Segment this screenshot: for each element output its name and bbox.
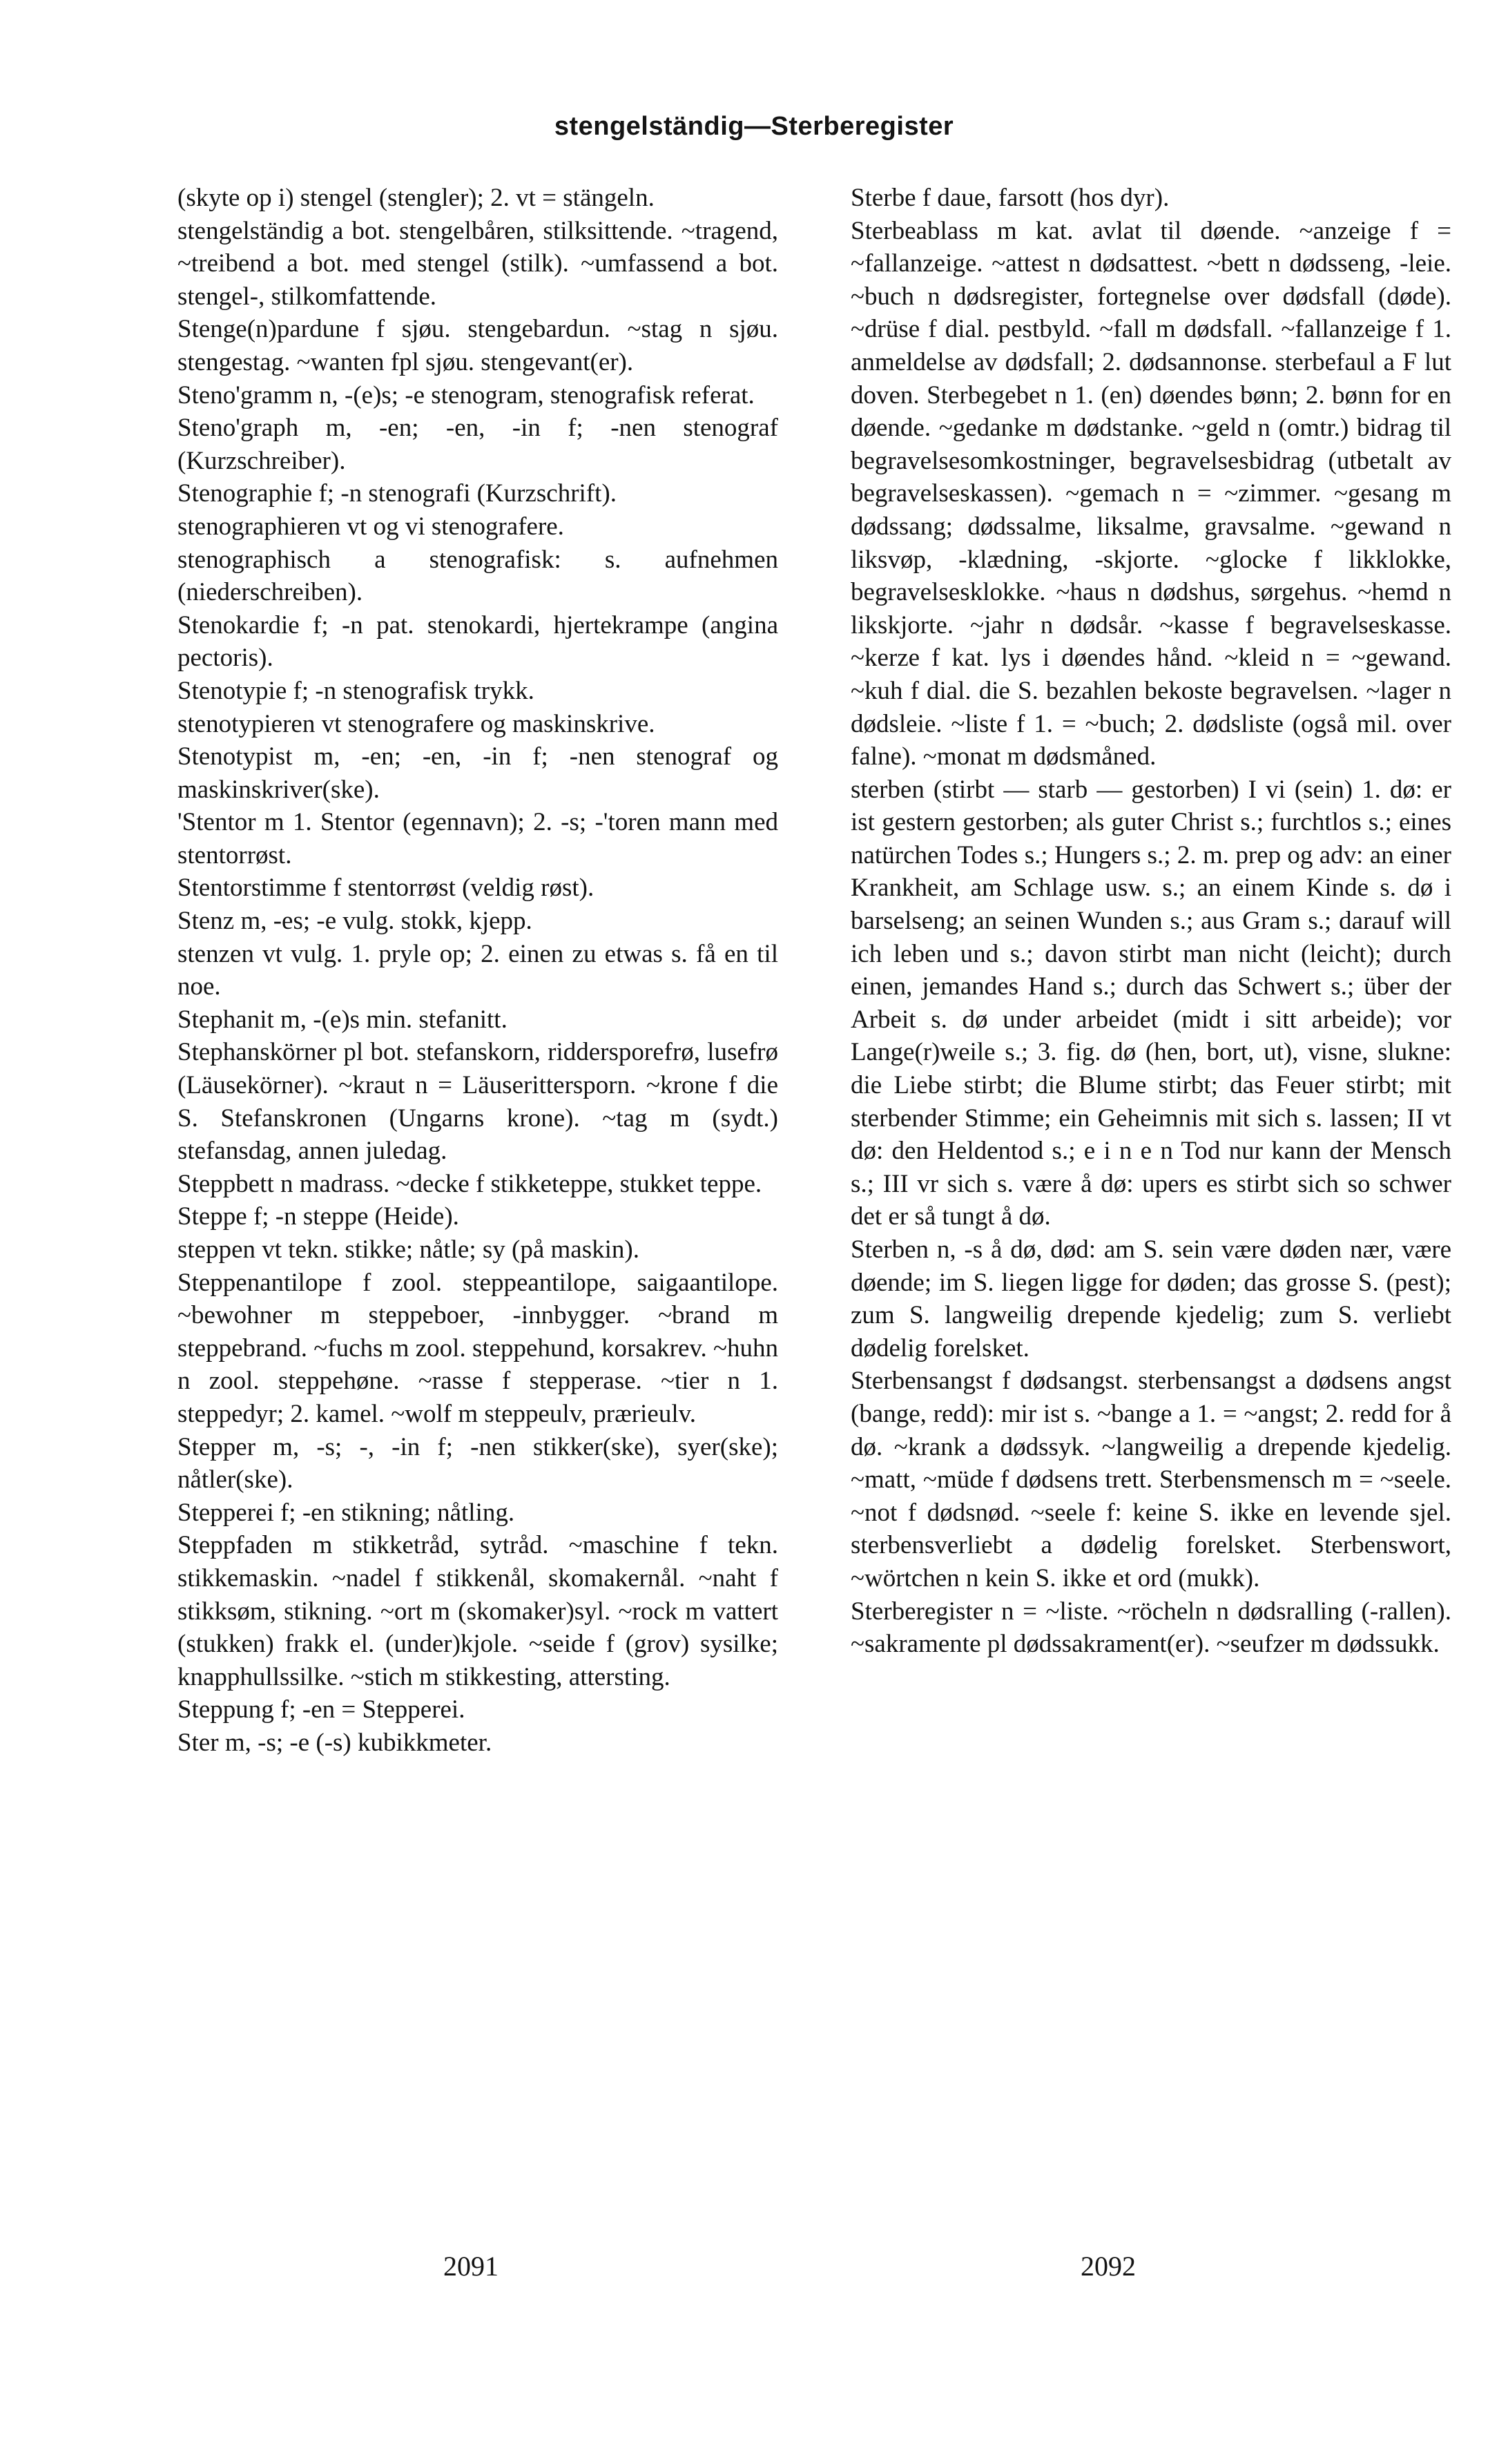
dictionary-entry: Stenotypist m, -en; -en, -in f; -nen stenograf og maskinskriver(ske). — [177, 742, 778, 804]
dictionary-entry: Steppenantilope f zool. steppeantilope, saigaantilope. ~bewohner m steppeboer, -innbygger. ~brand m steppebrand. ~fuchs m zool. steppehund, korsakrev. ~huhn n zool. steppehøne. ~rasse f stepperase. ~tier n 1. steppedyr; 2. kamel. ~wolf m steppeulv, prærieulv. — [177, 1268, 778, 1428]
dictionary-entry: Stentorstimme f stentorrøst (veldig røst). — [177, 874, 594, 903]
page-number-left: 2091 — [443, 2251, 499, 2282]
dictionary-entry: Sterbe f daue, farsott (hos dyr). — [851, 184, 1170, 212]
right-column — [851, 182, 1451, 1661]
dictionary-entry: Stenotypie f; -n stenografisk trykk. — [177, 676, 534, 705]
dictionary-entry: Stepperei f; -en stikning; nåtling. — [177, 1498, 515, 1527]
dictionary-entry: Stepper m, -s; -, -in f; -nen stikker(ske), syer(ske); nåtler(ske). — [177, 1432, 778, 1494]
dictionary-entry: Stenographie f; -n stenografi (Kurzschrift). — [177, 479, 617, 508]
dictionary-entry: Stenz m, -es; -e vulg. stokk, kjepp. — [177, 907, 532, 936]
dictionary-entry: Steppe f; -n steppe (Heide). — [177, 1202, 459, 1231]
dictionary-entry: Ster m, -s; -e (-s) kubikkmeter. — [177, 1728, 492, 1757]
dictionary-entry: steppen vt tekn. stikke; nåtle; sy (på maskin). — [177, 1235, 639, 1264]
dictionary-entry: stenotypieren vt stenografere og maskinskrive. — [177, 709, 655, 738]
dictionary-entry: Steno'gramm n, -(e)s; -e stenogram, stenografisk referat. — [177, 381, 755, 410]
dictionary-entry: Steno'graph m, -en; -en, -in f; -nen stenograf (Kurzschreiber). — [177, 414, 778, 475]
dictionary-entry: Stephanskörner pl bot. stefanskorn, riddersporefrø, lusefrø (Läusekörner). ~kraut n = Läuserittersporn. ~krone f die S. Stefanskronen (Ungarns krone). ~tag m (sydt.) stefansdag, annen juledag. — [177, 1038, 778, 1166]
dictionary-entry: stenographisch a stenografisk: s. aufnehmen (niederschreiben). — [177, 545, 778, 607]
dictionary-entry: Stenokardie f; -n pat. stenokardi, hjertekrampe (angina pectoris). — [177, 610, 778, 673]
dictionary-entry: (skyte op i) stengel (stengler); 2. vt = stängeln. — [177, 184, 655, 212]
dictionary-entry: Steppbett n madrass. ~decke f stikketeppe, stukket teppe. — [177, 1169, 762, 1198]
dictionary-entry: stengelständig a bot. stengelbåren, stilksittende. ~tragend, ~treibend a bot. med stengel (stilk). ~umfassend a bot. stengel-, stilkomfattende. — [177, 216, 778, 311]
page-number-right: 2092 — [1081, 2251, 1136, 2282]
dictionary-entry: Stephanit m, -(e)s min. stefanitt. — [177, 1005, 508, 1034]
dictionary-entry: Sterbeablass m kat. avlat til døende. ~anzeige f = ~fallanzeige. ~attest n dødsattest. ~bett n dødsseng, -leie. ~buch n dødsregister, fortegnelse over dødsfall (døde). ~drüse f dial. pestbyld. ~fall m dødsfall. ~fallanzeige f 1. anmeldelse av dødsfall; 2. dødsannonse. sterbefaul a F lut doven. Sterbegebet n 1. (en) døendes bønn; 2. bønn for en døende. ~gedanke m dødstanke. ~geld n (omtr.) bidrag til begravelsesomkostninger, begravelsesbidrag (utbetalt av begravelseskassen). ~gemach n = ~zimmer. ~gesang m dødssang; dødssalme, liksalme, gravsalme. ~gewand n liksvøp, -klædning, -skjorte. ~glocke f likklokke, begravelsesklokke. ~haus n dødshus, sørgehus. ~hemd n likskjorte. ~jahr n dødsår. ~kasse f begravelseskasse. ~kerze f kat. lys i døendes hånd. ~kleid n = ~gewand. ~kuh f dial. die S. bezahlen bekoste begravelsen. ~lager n dødsleie. ~liste f 1. = ~buch; 2. dødsliste (også mil. over falne). ~monat m dødsmåned. — [851, 216, 1451, 771]
dictionary-entry: Stenge(n)pardune f sjøu. stengebardun. ~stag n sjøu. stengestag. ~wanten fpl sjøu. stengevant(er). — [177, 315, 778, 376]
dictionary-entry: Sterberegister n = ~liste. ~röcheln n dødsralling (-rallen). ~sakramente pl dødssakrament(er). ~seufzer m dødssukk. — [851, 1597, 1451, 1659]
dictionary-entry: stenographieren vt og vi stenografere. — [177, 512, 564, 541]
dictionary-entry: Sterben n, -s å dø, død: am S. sein være døden nær, være døende; im S. liegen ligge for døden; das grosse S. (pest); zum S. langweilig drepende kjedelig; zum S. verliebt dødelig forelsket. — [851, 1235, 1451, 1363]
dictionary-entry: Sterbensangst f dødsangst. sterbensangst a dødsens angst (bange, redd): mir ist s. ~bange a 1. = ~angst; 2. redd for å dø. ~krank a dødssyk. ~langweilig a drepende kjedelig. ~matt, ~müde f dødsens trett. Sterbensmensch m = ~seele. ~not f dødsnød. ~seele f: keine S. ikke en levende sjel. sterbensverliebt a dødelig forelsket. Sterbenswort, ~wörtchen n kein S. ikke et ord (mukk). — [851, 1367, 1451, 1592]
running-header: stengelständig—Sterberegister — [554, 112, 954, 141]
left-column — [177, 182, 778, 1760]
dictionary-entry: Steppung f; -en = Stepperei. — [177, 1695, 465, 1724]
dictionary-entry: sterben (stirbt — starb — gestorben) I vi (sein) 1. dø: er ist gestern gestorben; als guter Christ s.; furchtlos s.; eines natürchen Todes s.; Hungers s.; 2. m. prep og adv: an einer Krankheit, am Schlage usw. s.; an einem Kinde s. dø i barselseng; an seinen Wunden s.; aus Gram s.; darauf will ich leben und s.; davon stirbt man nicht (leicht); durch einen, jemandes Hand s.; durch das Schwert s.; über der Arbeit s. dø under arbeidet (midt i sitt arbeide); vor Lange(r)weile s.; 3. fig. dø (hen, bort, ut), visne, slukne: die Liebe stirbt; die Blume stirbt; das Feuer stirbt; mit sterbender Stimme; ein Geheimnis mit sich s. lassen; II vt dø: den Heldentod s.; e i n e n Tod nur kann der Mensch s.; III vr sich s. være å dø: upers es stirbt sich so schwer det er så tungt å dø. — [851, 775, 1451, 1231]
dictionary-entry: Steppfaden m stikketråd, sytråd. ~maschine f tekn. stikkemaskin. ~nadel f stikkenål, skomakernål. ~naht f stikksøm, stikning. ~ort m (skomaker)syl. ~rock m vattert (stukken) frakk el. (under)kjole. ~seide f (grov) sysilke; knapphullssilke. ~stich m stikkesting, attersting. — [177, 1531, 778, 1691]
dictionary-entry: 'Stentor m 1. Stentor (egennavn); 2. -s; -'toren mann med stentorrøst. — [177, 808, 778, 869]
dictionary-entry: stenzen vt vulg. 1. pryle op; 2. einen zu etwas s. få en til noe. — [177, 939, 778, 1001]
